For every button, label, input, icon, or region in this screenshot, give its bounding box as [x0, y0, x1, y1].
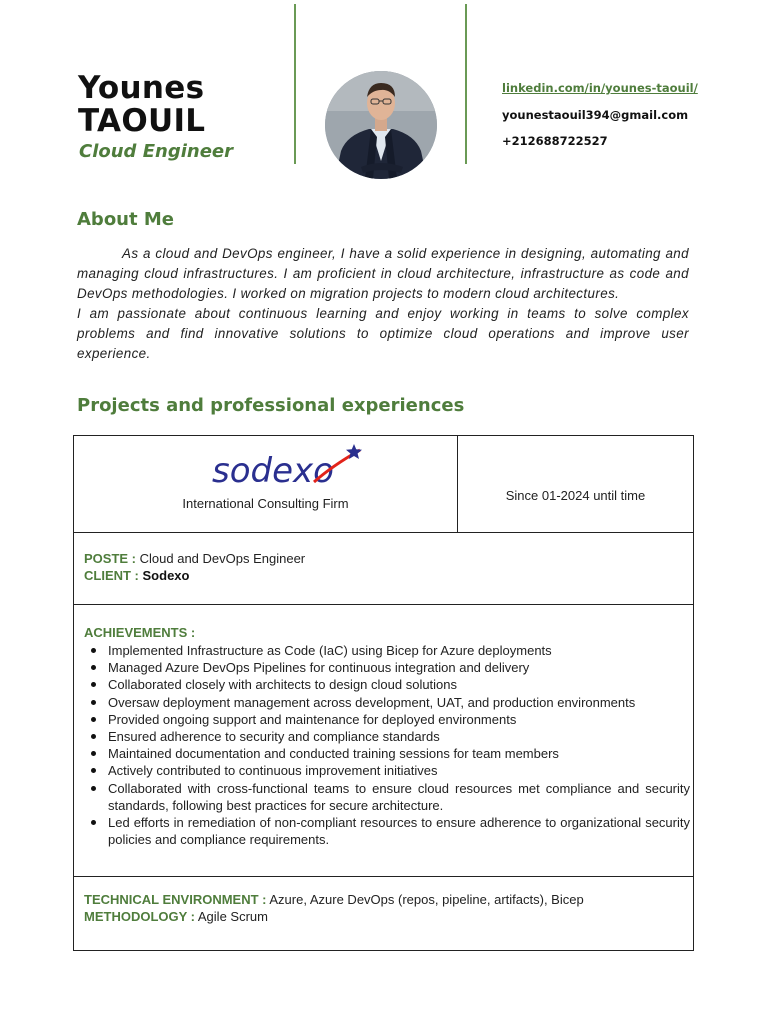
first-name: Younes — [78, 70, 205, 106]
list-item: Maintained documentation and conducted training sessions for team members — [108, 745, 690, 762]
client-label: CLIENT : — [84, 568, 139, 583]
sodexo-logo — [210, 444, 380, 490]
person-name — [78, 72, 205, 138]
period-cell — [458, 436, 693, 533]
about-text — [77, 244, 689, 364]
company-description: International Consulting Firm — [182, 496, 349, 511]
profile-photo-illustration — [325, 71, 437, 179]
list-item: Ensured adherence to security and compliance standards — [108, 728, 690, 745]
method-row — [84, 909, 268, 924]
poste-label: POSTE : — [84, 551, 137, 566]
list-item: Collaborated with cross-functional teams to ensure cloud resources met compliance and security standards, following best practices for secure architecture. — [108, 780, 690, 813]
experience-table — [73, 435, 694, 951]
client-row — [84, 568, 189, 583]
job-title: Cloud Engineer — [79, 141, 233, 162]
list-item: Actively contributed to continuous improvement initiatives — [108, 762, 690, 779]
poste-row — [84, 551, 305, 566]
profile-photo — [325, 71, 437, 179]
achievements-list — [84, 642, 690, 848]
list-item: Oversaw deployment management across development, UAT, and production environments — [108, 694, 690, 711]
tech-label: TECHNICAL ENVIRONMENT : — [84, 892, 267, 907]
list-item: Provided ongoing support and maintenance for deployed environments — [108, 711, 690, 728]
position-cell — [74, 533, 693, 605]
poste-value: Cloud and DevOps Engineer — [139, 551, 306, 566]
client-value: Sodexo — [142, 568, 190, 583]
list-item: Collaborated closely with architects to design cloud solutions — [108, 676, 690, 693]
linkedin-link[interactable]: linkedin.com/in/younes-taouil/ — [502, 81, 698, 95]
achievements-label: ACHIEVEMENTS : — [84, 625, 196, 640]
last-name: TAOUIL — [78, 103, 206, 139]
method-value: Agile Scrum — [197, 909, 268, 924]
header-divider-left — [294, 4, 296, 164]
phone-number: +212688722527 — [502, 134, 608, 148]
period-text: Since 01-2024 until time — [505, 488, 646, 503]
list-item: Implemented Infrastructure as Code (IaC) using Bicep for Azure deployments — [108, 642, 690, 659]
list-item: Managed Azure DevOps Pipelines for continuous integration and delivery — [108, 659, 690, 676]
company-cell — [74, 436, 458, 533]
achievements-cell — [74, 605, 693, 877]
about-paragraph: I am passionate about continuous learning and enjoy working in teams to solve complex problems and find innovative solutions to optimize cloud operations and improve user experience. — [77, 306, 689, 361]
method-label: METHODOLOGY : — [84, 909, 195, 924]
about-title: About Me — [77, 209, 174, 230]
header-divider-right — [465, 4, 467, 164]
environment-cell — [74, 877, 693, 950]
list-item: Led efforts in remediation of non-compliant resources to ensure adherence to organizational security policies and compliance requirements. — [108, 815, 690, 848]
about-paragraph: As a cloud and DevOps engineer, I have a solid experience in designing, automating and managing cloud infrastructures. I am proficient in cloud architecture, infrastructure as code and DevOps methodologies. I worked on migration projects to modern cloud architectures. — [77, 246, 689, 301]
email-address: younestaouil394@gmail.com — [502, 108, 689, 122]
tech-value: Azure, Azure DevOps (repos, pipeline, artifacts), Bicep — [269, 892, 584, 907]
logo-text: sodexo — [212, 451, 334, 490]
projects-title: Projects and professional experiences — [77, 395, 465, 416]
tech-row — [84, 892, 584, 907]
